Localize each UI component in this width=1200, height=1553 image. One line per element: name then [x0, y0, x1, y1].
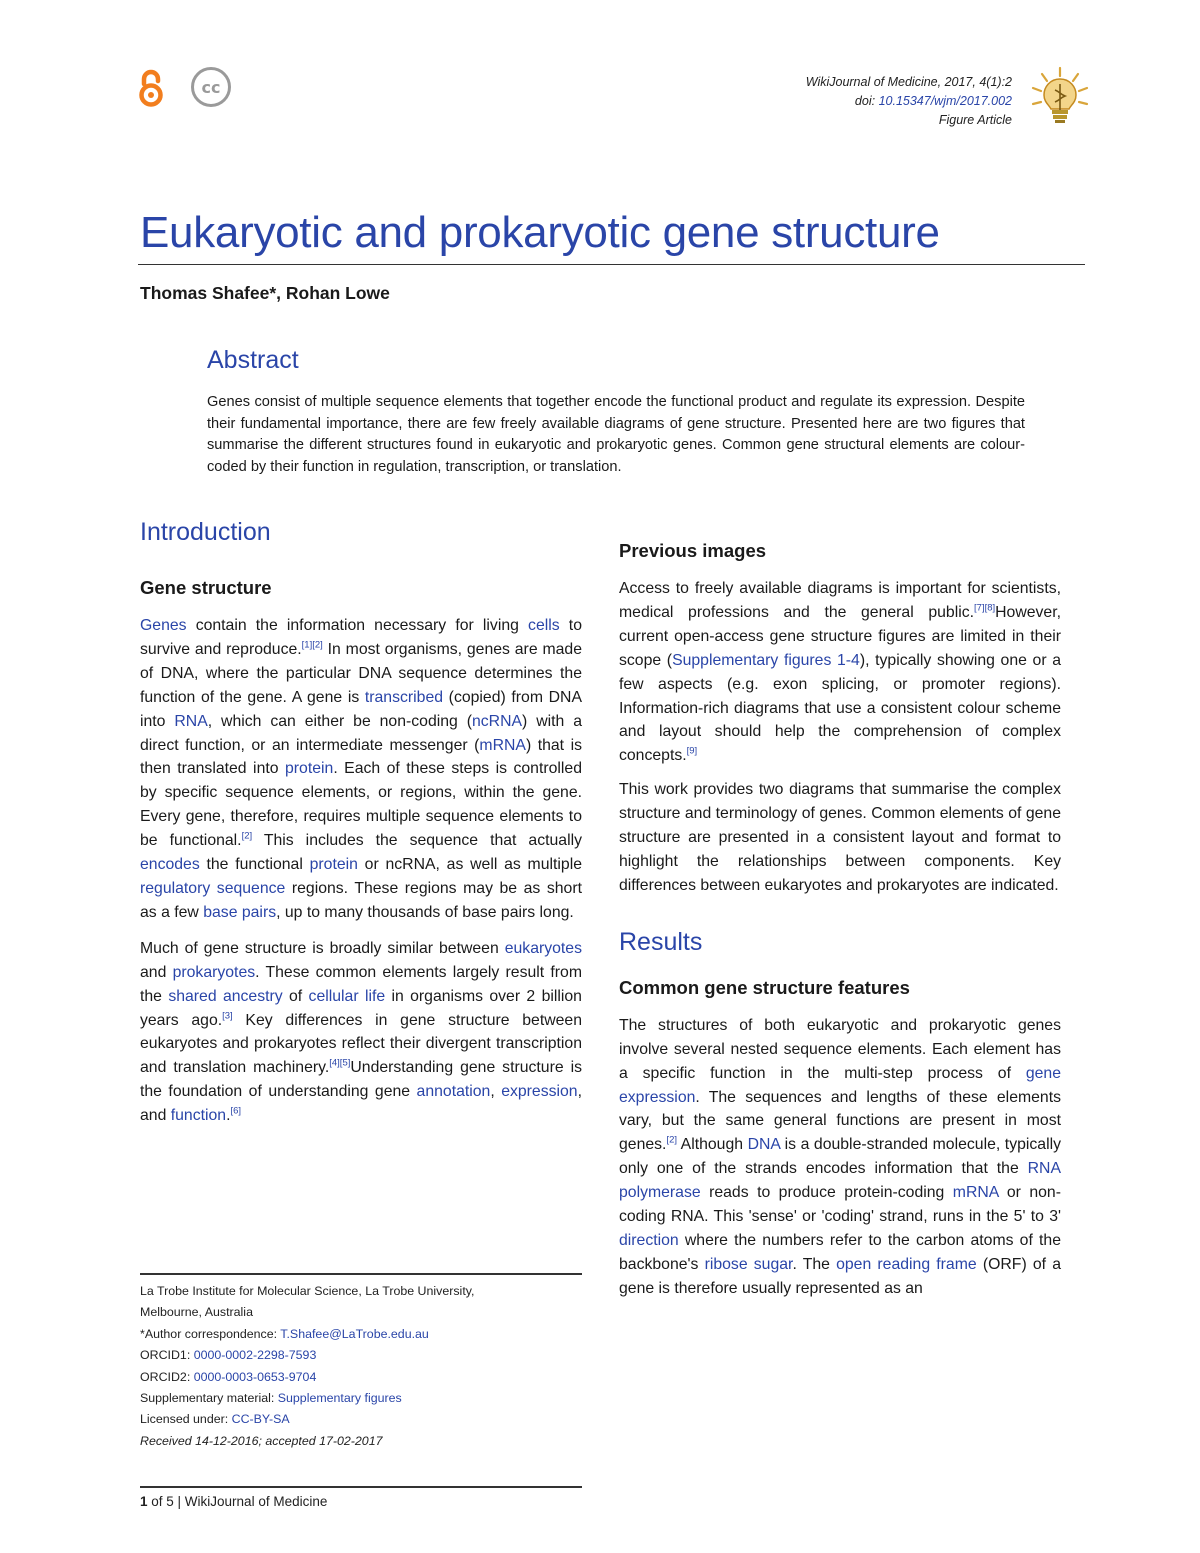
- doi-prefix: doi:: [854, 94, 879, 108]
- open-access-icon: [136, 68, 166, 108]
- citation-2[interactable]: [2]: [241, 830, 253, 842]
- author-footnotes: [140, 1273, 582, 1452]
- link-supplementary-figures-1-4[interactable]: Supplementary figures 1-4: [672, 651, 860, 669]
- link-shared-ancestry[interactable]: shared ancestry: [168, 987, 283, 1005]
- link-ribose-sugar[interactable]: ribose sugar: [704, 1255, 793, 1273]
- title-divider: [138, 264, 1085, 265]
- creative-commons-icon: [190, 66, 232, 108]
- orcid-1-line: ORCID1: 0000-0002-2298-7593: [140, 1348, 317, 1363]
- license-link[interactable]: CC-BY-SA: [231, 1412, 290, 1427]
- results-heading: Results: [619, 927, 703, 956]
- link-base-pairs[interactable]: base pairs: [203, 903, 277, 921]
- citation-6[interactable]: [6]: [230, 1105, 242, 1117]
- citation-3[interactable]: [3]: [222, 1010, 233, 1022]
- link-cells[interactable]: cells: [528, 617, 560, 634]
- link-eukaryotes[interactable]: eukaryotes: [504, 939, 582, 957]
- author-list: Thomas Shafee*, Rohan Lowe: [140, 283, 390, 303]
- link-mrna-2[interactable]: mRNA: [952, 1184, 999, 1202]
- link-annotation[interactable]: annotation: [416, 1083, 491, 1101]
- right-column: [619, 540, 1061, 1301]
- abstract-heading: Abstract: [207, 346, 299, 374]
- article-type: Figure Article: [938, 113, 1012, 127]
- orcid-2-link[interactable]: 0000-0003-0653-9704: [193, 1369, 317, 1384]
- citation-4-5[interactable]: [4][5]: [329, 1058, 351, 1070]
- link-rna-polymerase[interactable]: RNA polymerase: [619, 1160, 1061, 1202]
- link-direction[interactable]: direction: [619, 1231, 679, 1249]
- doi-line: [806, 92, 1012, 111]
- link-gene-expression[interactable]: gene expression: [619, 1064, 1061, 1106]
- link-genes[interactable]: Genes: [140, 617, 187, 634]
- journal-meta: [806, 73, 1012, 130]
- introduction-heading: Introduction: [140, 518, 271, 546]
- results-paragraph-1: The structures of both eukaryotic and prokaryotic genes involve several nested sequence elements. Each element has a specific function in the multi-step process of gene expression. The sequences and lengths of these elements vary, but the same general functions are present in most genes.[2] Although DNA is a double-stranded molecule, typically only one of the strands encodes information that the RNA polymerase reads to produce protein-coding mRNA or non-coding RNA. This 'sense' or 'coding' strand, runs in the 5' to 3' direction where the numbers refer to the carbon atoms of the backbone's ribose sugar. The open reading frame (ORF) of a gene is therefore usually represented as an: [619, 1016, 1061, 1297]
- link-expression[interactable]: expression: [501, 1083, 578, 1101]
- link-cellular-life[interactable]: cellular life: [308, 987, 386, 1005]
- link-protein-2[interactable]: protein: [309, 856, 358, 874]
- email-link[interactable]: T.Shafee@LaTrobe.edu.au: [280, 1326, 429, 1341]
- affiliation-line-1: La Trobe Institute for Molecular Science, La Trobe University,: [140, 1284, 475, 1298]
- received-dates: Received 14-12-2016; accepted 17-02-2017: [140, 1433, 383, 1448]
- doi-link[interactable]: 10.15347/wjm/2017.002: [878, 94, 1012, 108]
- citation-1-2[interactable]: [1][2]: [301, 639, 323, 651]
- supplementary-line: Supplementary material: Supplementary figures: [140, 1391, 402, 1406]
- link-transcribed[interactable]: transcribed: [364, 688, 444, 706]
- link-protein[interactable]: protein: [285, 760, 334, 778]
- orcid-1-link[interactable]: 0000-0002-2298-7593: [193, 1348, 317, 1363]
- abstract-text: Genes consist of multiple sequence elements that together encode the functional product and regulate its expression. Despite their fundamental importance, there are few freely available diagrams of gene structure. Presented here are two figures that summarise the different structures found in eukaryotic and prokaryotic genes. Common gene structural elements are colour-coded by their function in regulation, transcription, or translation.: [207, 394, 1025, 475]
- wikijournal-medicine-logo-icon: [1028, 64, 1092, 128]
- link-rna[interactable]: RNA: [174, 712, 208, 730]
- footer-journal-name: WikiJournal of Medicine: [184, 1494, 328, 1509]
- left-column: [140, 518, 582, 1128]
- page-count: of 5 |: [147, 1494, 185, 1509]
- link-dna[interactable]: DNA: [747, 1136, 781, 1154]
- intro-paragraph-2: Much of gene structure is broadly similar between eukaryotes and prokaryotes. These common elements largely result from the shared ancestry of cellular life in organisms over 2 billion years ago.[3] Key differences in gene structure between eukaryotes and prokaryotes reflect their divergent transcription and translation machinery.[4][5]Understanding gene structure is the foundation of understanding gene annotation, expression, and function.[6]: [140, 939, 582, 1125]
- previous-paragraph-1: Access to freely available diagrams is important for scientists, medical professions and the general public.[7][8]However, current open-access gene structure figures are limited in their scope (Supplementary figures 1-4), typically showing one or a few aspects (e.g. exon splicing, or promoter regions). Information-rich diagrams that use a consistent colour scheme and layout should help the comprehension of complex concepts.[9]: [619, 580, 1061, 765]
- article-title: Eukaryotic and prokaryotic gene structure: [140, 208, 940, 257]
- gene-structure-heading: Gene structure: [140, 577, 272, 598]
- link-mrna[interactable]: mRNA: [479, 736, 526, 754]
- link-encodes[interactable]: encodes: [140, 856, 200, 874]
- link-function[interactable]: function: [170, 1107, 227, 1125]
- link-ncrna[interactable]: ncRNA: [472, 712, 523, 730]
- affiliation-line-2: Melbourne, Australia: [140, 1305, 253, 1320]
- previous-paragraph-2: This work provides two diagrams that summarise the complex structure and terminology of genes. Common elements of gene structure are presented in a consistent layout and format to highlight the relationships between components. Key differences between eukaryotes and prokaryotes are indicated.: [619, 781, 1061, 894]
- link-prokaryotes[interactable]: prokaryotes: [172, 963, 256, 981]
- license-line: Licensed under: CC-BY-SA: [140, 1412, 290, 1427]
- orcid-2-line: ORCID2: 0000-0003-0653-9704: [140, 1369, 317, 1384]
- common-features-heading: Common gene structure features: [619, 976, 910, 998]
- journal-citation: WikiJournal of Medicine, 2017, 4(1):2: [805, 75, 1012, 89]
- citation-9[interactable]: [9]: [686, 746, 698, 758]
- citation-2b[interactable]: [2]: [666, 1135, 677, 1147]
- link-regulatory-sequence[interactable]: regulatory sequence: [140, 879, 286, 897]
- previous-images-heading: Previous images: [619, 540, 767, 561]
- correspondence-line: *Author correspondence: T.Shafee@LaTrobe.edu.au: [140, 1326, 429, 1341]
- citation-7-8[interactable]: [7][8]: [974, 602, 996, 614]
- intro-paragraph-1: Genes contain the information necessary for living cells to survive and reproduce.[1][2] In most organisms, genes are made of DNA, where the particular DNA sequence determines the function of the gene. A gene is transcribed (copied) from DNA into RNA, which can either be non-coding (ncRNA) with a direct function, or an intermediate messenger (mRNA) that is then translated into protein. Each of these steps is controlled by specific sequence elements, or regions, within the gene. Every gene, therefore, requires multiple sequence elements to be functional.[2] This includes the sequence that actually encodes the functional protein or ncRNA, as well as multiple regulatory sequence regions. These regions may be as short as a few base pairs, up to many thousands of base pairs long.: [140, 617, 583, 921]
- supplementary-link[interactable]: Supplementary figures: [277, 1391, 402, 1406]
- link-open-reading-frame[interactable]: open reading frame: [836, 1255, 977, 1273]
- cc-label: cc: [201, 78, 221, 97]
- page-footer: [140, 1486, 582, 1509]
- page-number: 1: [140, 1494, 148, 1509]
